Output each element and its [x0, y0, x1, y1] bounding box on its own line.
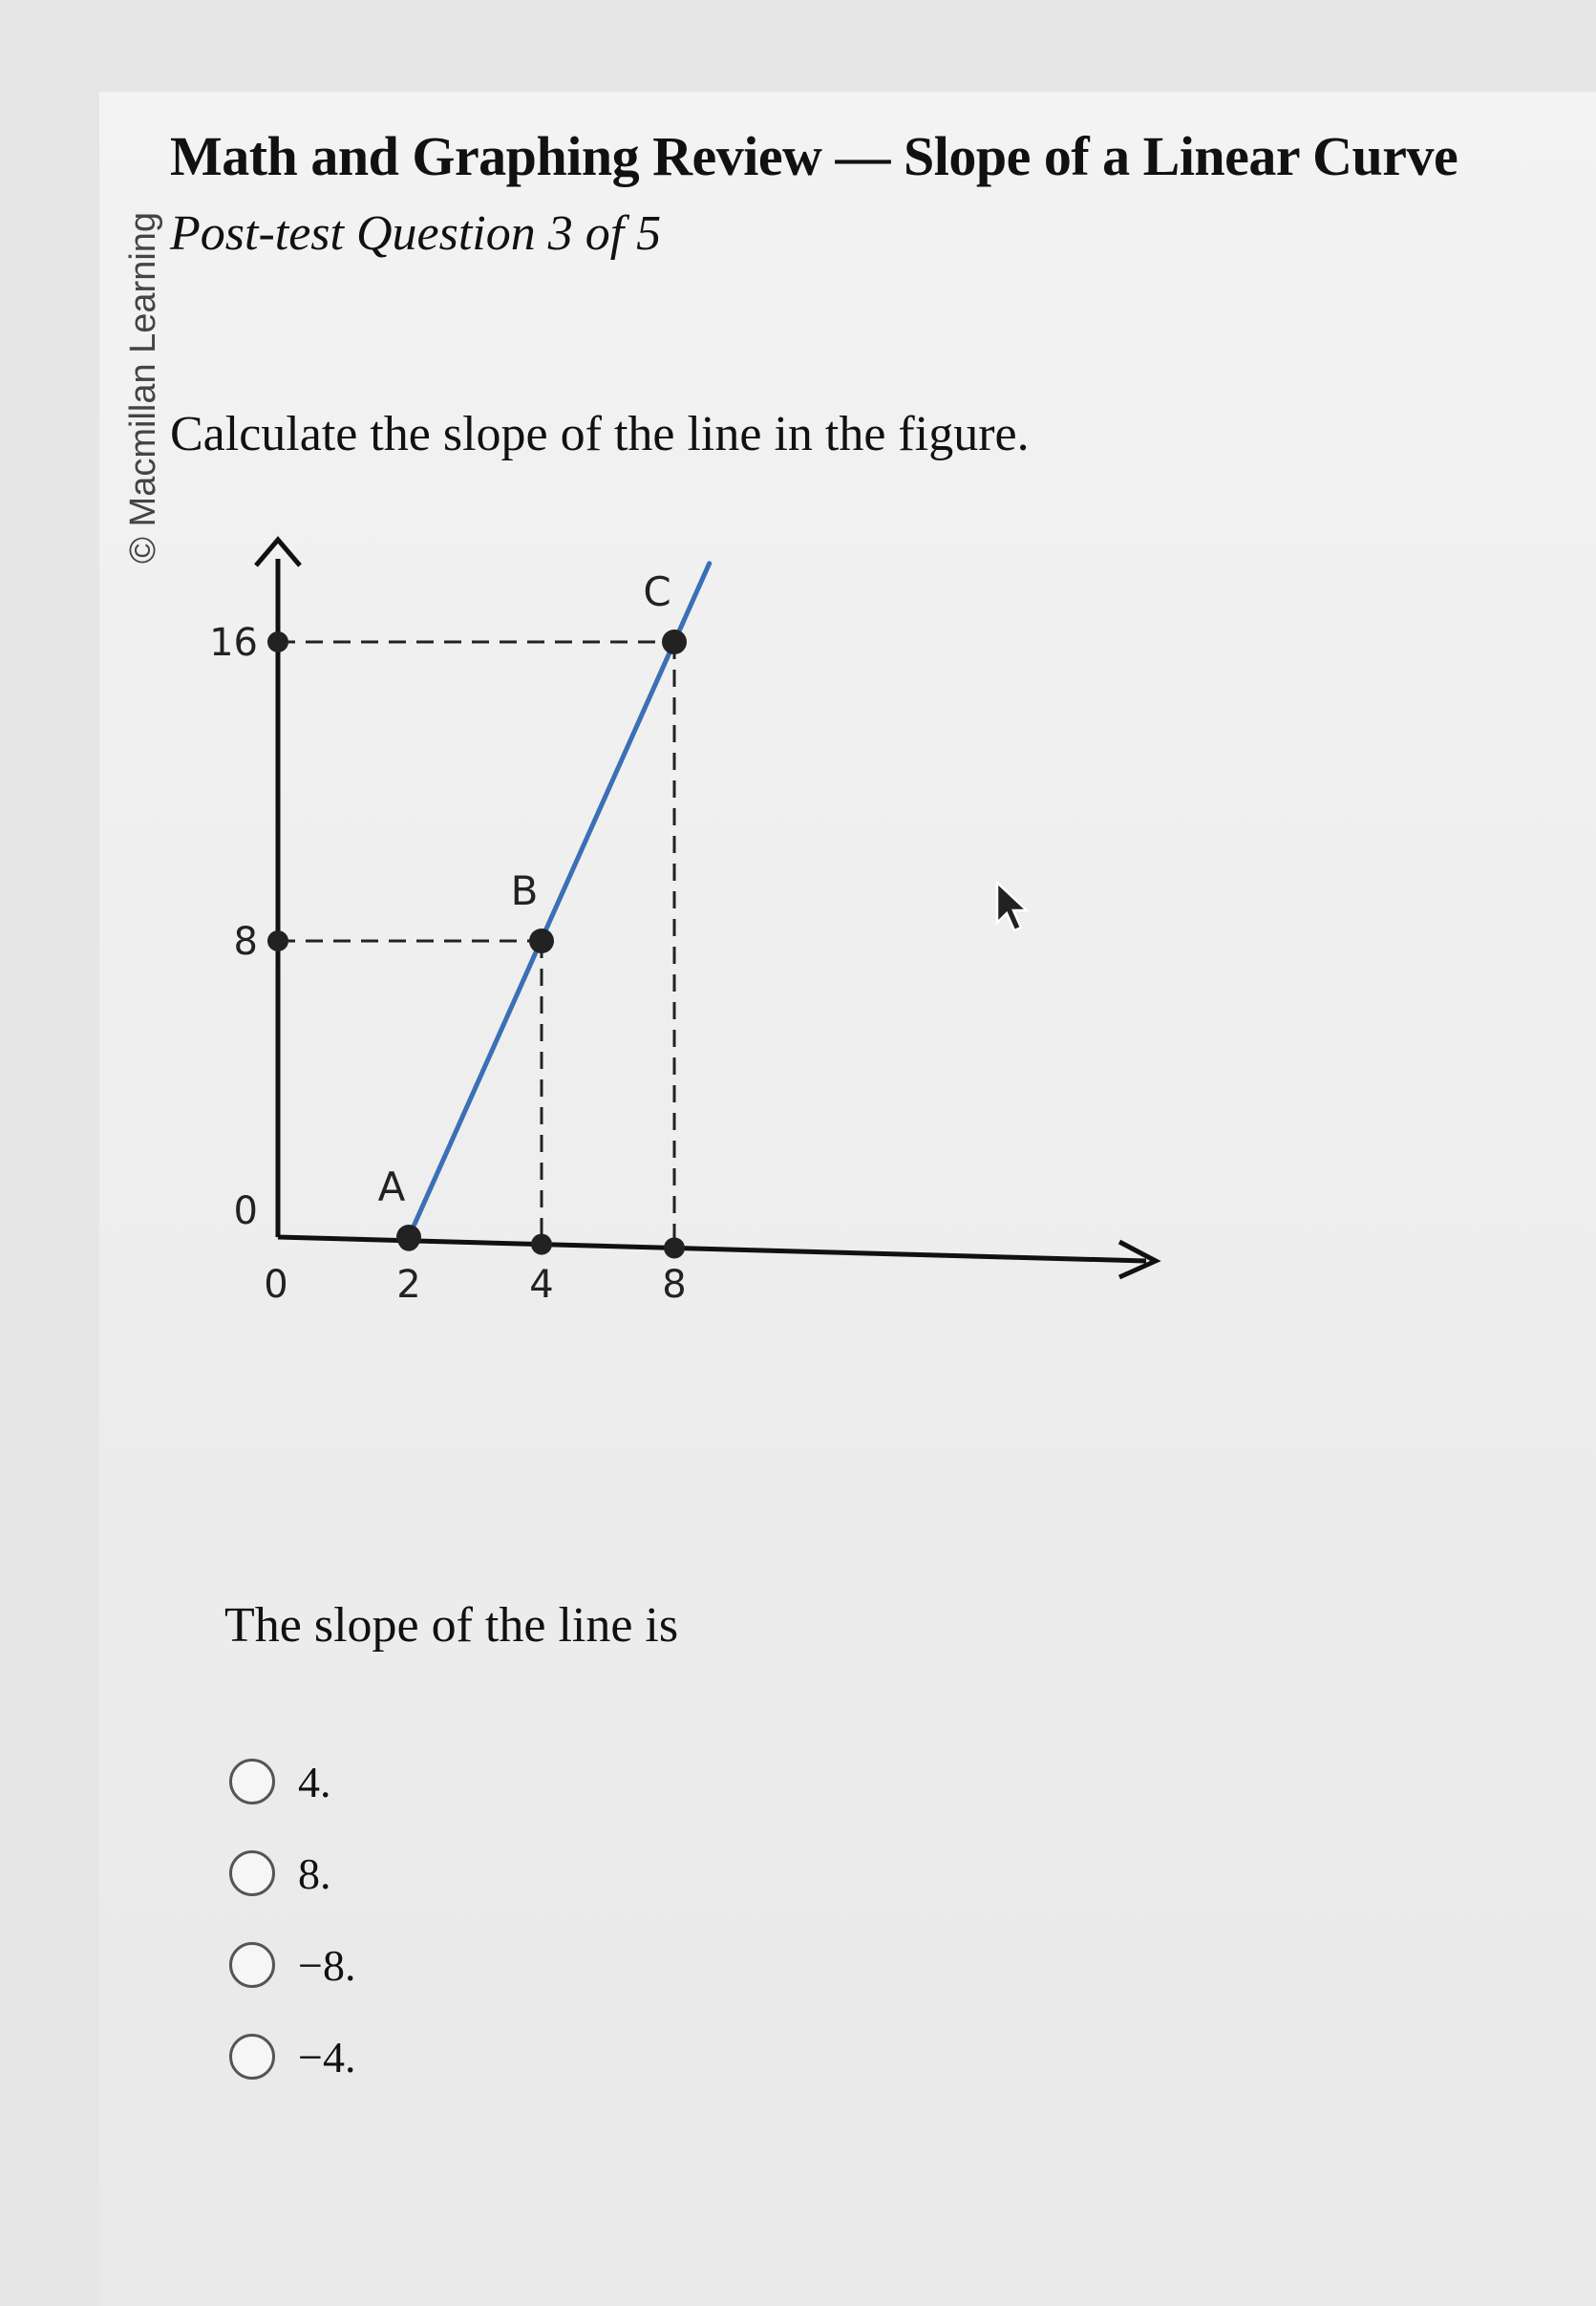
x-tick-label: 2: [396, 1263, 421, 1307]
option-1[interactable]: [229, 1753, 355, 1810]
radio-button-icon[interactable]: [229, 2034, 275, 2080]
answer-prompt: The slope of the line is: [224, 1598, 679, 1653]
radio-button-icon[interactable]: [229, 1759, 275, 1804]
point-labels: [378, 568, 671, 1210]
series-line-group: [409, 564, 710, 1237]
series-line: [409, 564, 710, 1237]
answer-options: [229, 1753, 355, 2120]
guide-lines: [278, 642, 674, 1248]
x-tick-label: 8: [662, 1263, 687, 1307]
tick-markers: [267, 631, 685, 1258]
x-tick-marker-4: [531, 1234, 552, 1255]
x-tick-label: 4: [529, 1263, 554, 1307]
y-tick-label: 0: [233, 1189, 258, 1233]
y-tick-label: 8: [233, 920, 258, 964]
radio-button-icon[interactable]: [229, 1942, 275, 1988]
question-prompt: Calculate the slope of the line in the figure.: [170, 407, 1030, 461]
point-label-C: C: [643, 568, 671, 615]
point-label-A: A: [377, 1164, 406, 1210]
page-title: Math and Graphing Review — Slope of a Linear Curve: [170, 125, 1458, 187]
brand-watermark: © Macmillan Learning: [123, 211, 163, 564]
x-tick-marker-8: [664, 1237, 685, 1258]
point-C: [662, 630, 687, 654]
tick-labels: [209, 621, 687, 1307]
option-label: 4.: [298, 1757, 331, 1806]
y-tick-label: 16: [209, 621, 258, 665]
point-label-B: B: [510, 867, 539, 914]
option-2[interactable]: [229, 1845, 355, 1902]
y-tick-marker-16: [267, 631, 288, 652]
question-counter: Post-test Question 3 of 5: [170, 206, 662, 261]
data-points: [396, 630, 687, 1249]
option-label: 8.: [298, 1848, 331, 1898]
point-B: [529, 929, 554, 953]
option-4[interactable]: [229, 2028, 355, 2085]
y-tick-marker-8: [267, 930, 288, 951]
radio-button-icon[interactable]: [229, 1850, 275, 1896]
option-3[interactable]: [229, 1936, 355, 1994]
option-label: −4.: [298, 2032, 356, 2082]
mouse-pointer-icon: [993, 881, 1032, 934]
point-A: [396, 1225, 421, 1249]
option-label: −8.: [298, 1940, 356, 1990]
x-tick-label: 0: [264, 1263, 288, 1307]
